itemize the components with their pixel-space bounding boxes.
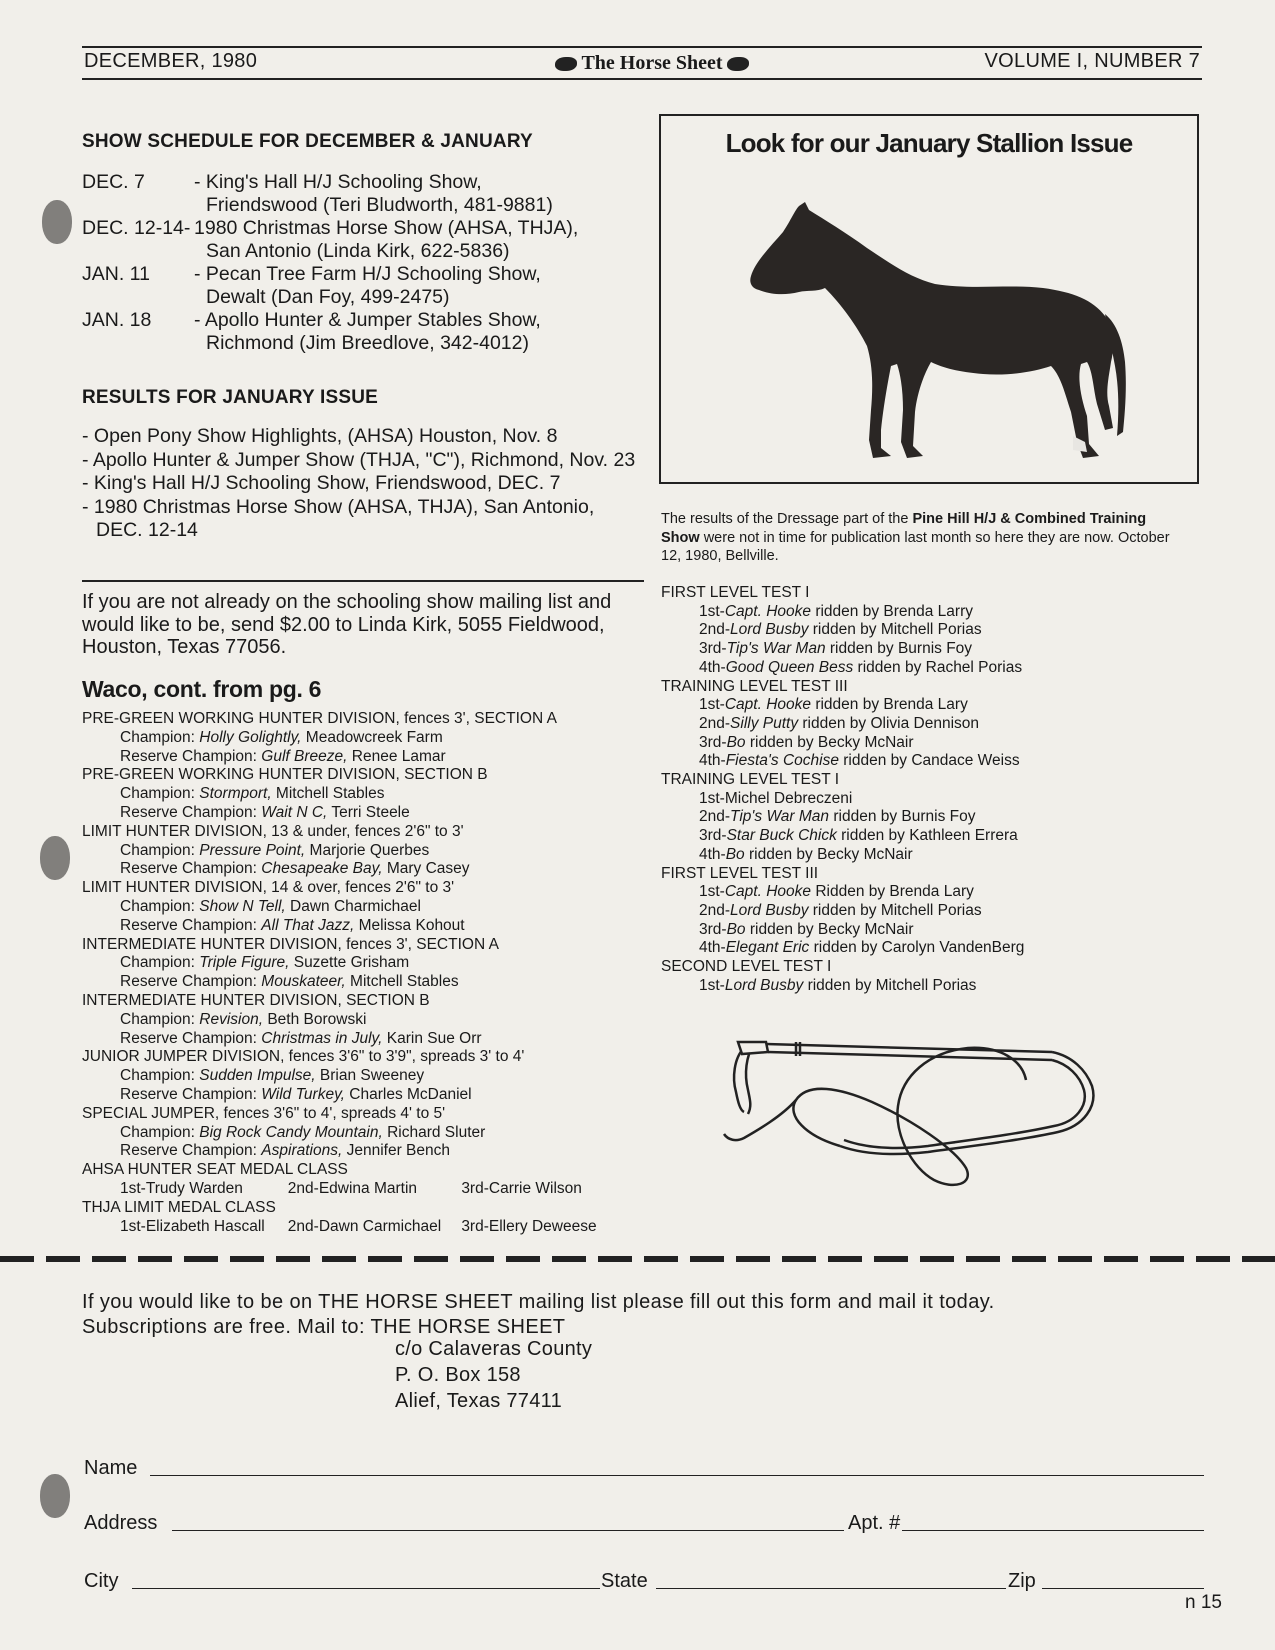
schedule-event bbox=[194, 309, 642, 355]
schedule-list bbox=[82, 171, 642, 355]
horse-name: Show N Tell, bbox=[199, 897, 286, 915]
test-placing bbox=[661, 921, 1201, 940]
rider-name: Richard Sluter bbox=[382, 1123, 486, 1141]
address-field[interactable] bbox=[172, 1530, 844, 1531]
placing: 2nd- bbox=[699, 714, 731, 732]
test-name: TRAINING LEVEL TEST III bbox=[661, 677, 848, 695]
test-name: FIRST LEVEL TEST III bbox=[661, 864, 819, 882]
test-placing bbox=[661, 621, 1201, 640]
division-name: LIMIT HUNTER DIVISION, 13 & under, fences 2'6" to 3' bbox=[82, 822, 464, 840]
rider-name: ridden by Brenda Lary bbox=[811, 696, 968, 714]
rider-name: ridden by Rachel Porias bbox=[853, 658, 1023, 676]
rider-name: Charles McDaniel bbox=[344, 1085, 472, 1103]
horse-name: Big Rock Candy Mountain, bbox=[199, 1123, 383, 1141]
rider-name: Melissa Kohout bbox=[354, 916, 465, 934]
medal-placing: 1st-Elizabeth Hascall bbox=[120, 1217, 265, 1235]
horse-emblem-icon bbox=[555, 57, 577, 71]
schedule-heading: SHOW SCHEDULE FOR DECEMBER & JANUARY bbox=[82, 131, 533, 152]
division-name: JUNIOR JUMPER DIVISION, fences 3'6" to 3'9", spreads 3' to 4' bbox=[82, 1048, 525, 1066]
award-label: Reserve Champion: bbox=[120, 747, 262, 765]
page-number: n 15 bbox=[1185, 1592, 1222, 1613]
medal-placings bbox=[82, 1180, 652, 1199]
award-line bbox=[82, 748, 652, 767]
rider-name: ridden by Becky McNair bbox=[744, 845, 913, 863]
horse-name: Mouskateer, bbox=[261, 973, 346, 991]
rider-name: ridden by Candace Weiss bbox=[838, 752, 1020, 770]
schedule-line: - Apollo Hunter & Jumper Stables Show, bbox=[194, 309, 541, 331]
schedule-item bbox=[82, 263, 642, 309]
test-placing bbox=[661, 603, 1201, 622]
award-line bbox=[82, 1142, 652, 1161]
results-list bbox=[82, 425, 642, 543]
test-placing bbox=[661, 640, 1201, 659]
medal-class-name: AHSA HUNTER SEAT MEDAL CLASS bbox=[82, 1161, 348, 1179]
punch-hole bbox=[40, 836, 70, 880]
award-line bbox=[82, 1124, 652, 1143]
division-name: LIMIT HUNTER DIVISION, 14 & over, fences 2'6" to 3' bbox=[82, 879, 455, 897]
rider-name: Mitchell Stables bbox=[345, 973, 459, 991]
horse-name: Aspirations, bbox=[261, 1142, 343, 1160]
placing: 1st-Michel Debreczeni bbox=[699, 789, 853, 807]
city-field[interactable] bbox=[132, 1588, 600, 1589]
rider-name: ridden by Brenda Larry bbox=[811, 602, 973, 620]
horse-name: Bo bbox=[725, 845, 745, 863]
award-line bbox=[82, 1067, 652, 1086]
medal-placing: 1st-Trudy Warden bbox=[120, 1179, 243, 1197]
rider-name: ridden by Mitchell Porias bbox=[808, 621, 982, 639]
intro-text: The results of the Dressage part of the bbox=[661, 511, 913, 527]
mailing-note: If you are not already on the schooling show mailing list and would like to be, send $2.00 to Linda Kirk, 5055 Fieldwood, Houston, Texas 77056. bbox=[82, 591, 612, 658]
test-placing bbox=[661, 696, 1201, 715]
rider-name: Ridden by Brenda Lary bbox=[811, 883, 974, 901]
division-name: INTERMEDIATE HUNTER DIVISION, fences 3', SECTION A bbox=[82, 935, 499, 953]
test-placing bbox=[661, 827, 1201, 846]
placing: 3rd- bbox=[699, 827, 727, 845]
mailing-address bbox=[395, 1336, 592, 1414]
schedule-line: 1980 Christmas Horse Show (AHSA, THJA), bbox=[194, 217, 579, 239]
award-line bbox=[82, 1011, 652, 1030]
dressage-results bbox=[661, 584, 1201, 995]
rider-name: Beth Borowski bbox=[263, 1010, 367, 1028]
test-placing bbox=[661, 659, 1201, 678]
state-field[interactable] bbox=[656, 1588, 1006, 1589]
horse-name: Sudden Impulse, bbox=[199, 1067, 316, 1085]
medal-placing: 2nd-Edwina Martin bbox=[287, 1179, 418, 1197]
result-item: - 1980 Christmas Horse Show (AHSA, THJA), San Antonio, DEC. 12-14 bbox=[82, 495, 595, 541]
horse-name: Capt. Hooke bbox=[724, 602, 812, 620]
schedule-event bbox=[194, 263, 642, 309]
placing: 4th- bbox=[699, 752, 726, 770]
horse-name: Gulf Breeze, bbox=[261, 747, 348, 765]
form-intro bbox=[82, 1290, 1212, 1340]
rider-name: ridden by Olivia Dennison bbox=[798, 714, 980, 732]
stallion-issue-ad bbox=[659, 114, 1199, 484]
award-label: Champion: bbox=[120, 897, 200, 915]
award-label: Champion: bbox=[120, 841, 200, 859]
schedule-line: - King's Hall H/J Schooling Show, bbox=[194, 171, 482, 193]
award-label: Reserve Champion: bbox=[120, 803, 262, 821]
placing: 3rd- bbox=[699, 733, 727, 751]
horse-name: Fiesta's Cochise bbox=[725, 752, 839, 770]
award-line bbox=[82, 860, 652, 879]
horse-name: Elegant Eric bbox=[725, 939, 810, 957]
test-name: FIRST LEVEL TEST I bbox=[661, 584, 810, 601]
rider-name: Mary Casey bbox=[382, 860, 470, 878]
form-intro-line: If you would like to be on THE HORSE SHEET mailing list please fill out this form and mail it today. bbox=[82, 1291, 995, 1313]
division-name: PRE-GREEN WORKING HUNTER DIVISION, fences 3', SECTION A bbox=[82, 710, 557, 727]
horse-name: Lord Busby bbox=[730, 621, 809, 639]
award-label: Reserve Champion: bbox=[120, 1085, 262, 1103]
test-placing bbox=[661, 977, 1201, 996]
section-divider bbox=[82, 580, 644, 582]
volume-number: VOLUME I, NUMBER 7 bbox=[984, 50, 1200, 72]
schedule-line: Dewalt (Dan Foy, 499-2475) bbox=[206, 286, 450, 308]
test-placing bbox=[661, 883, 1201, 902]
horse-name: Wait N C, bbox=[261, 803, 328, 821]
medal-placing: 3rd-Ellery Deweese bbox=[461, 1217, 597, 1235]
placing: 2nd- bbox=[699, 901, 731, 919]
rider-name: Brian Sweeney bbox=[315, 1067, 425, 1085]
award-line bbox=[82, 785, 652, 804]
horse-name: Lord Busby bbox=[724, 976, 804, 994]
award-label: Reserve Champion: bbox=[120, 916, 262, 934]
horse-name: Lord Busby bbox=[730, 901, 809, 919]
horse-name: Good Queen Bess bbox=[725, 658, 854, 676]
apt-field[interactable] bbox=[902, 1530, 1204, 1531]
horse-name: Capt. Hooke bbox=[724, 883, 812, 901]
name-field[interactable] bbox=[150, 1475, 1204, 1476]
horse-name: Wild Turkey, bbox=[261, 1085, 345, 1103]
schedule-item bbox=[82, 171, 642, 217]
header-top-rule bbox=[82, 46, 1202, 48]
dressage-intro bbox=[661, 510, 1181, 566]
rider-name: ridden by Mitchell Porias bbox=[803, 976, 977, 994]
schedule-line: Friendswood (Teri Bludworth, 481-9881) bbox=[206, 194, 553, 216]
ad-title: Look for our January Stallion Issue bbox=[725, 128, 1133, 158]
award-line bbox=[82, 804, 652, 823]
placing: 4th- bbox=[699, 845, 726, 863]
medal-placing: 2nd-Dawn Carmichael bbox=[287, 1217, 442, 1235]
award-label: Champion: bbox=[120, 785, 200, 803]
rider-name: ridden by Becky McNair bbox=[745, 920, 914, 938]
horse-name: Stormport, bbox=[199, 785, 272, 803]
rider-name: Renee Lamar bbox=[347, 747, 446, 765]
horse-name: Holly Golightly, bbox=[199, 728, 302, 746]
placing: 1st- bbox=[699, 883, 725, 901]
schedule-line: Richmond (Jim Breedlove, 342-4012) bbox=[206, 332, 529, 354]
result-item: - King's Hall H/J Schooling Show, Friendswood, DEC. 7 bbox=[82, 472, 561, 494]
intro-text-end: were not in time for publication last month so here they are now. October 12, 1980, Bellville. bbox=[661, 529, 1170, 564]
horse-name: Triple Figure, bbox=[199, 954, 290, 972]
horse-name: Silly Putty bbox=[730, 714, 799, 732]
waco-results bbox=[82, 710, 652, 1236]
test-placing bbox=[661, 902, 1201, 921]
award-line bbox=[82, 729, 652, 748]
address-line: P. O. Box 158 bbox=[395, 1364, 521, 1386]
header-bottom-rule bbox=[82, 78, 1202, 80]
schedule-date: JAN. 18 bbox=[82, 309, 152, 331]
division-name: SPECIAL JUMPER, fences 3'6" to 4', spreads 4' to 5' bbox=[82, 1104, 446, 1122]
address-label: Address bbox=[84, 1512, 158, 1534]
rider-name: Mitchell Stables bbox=[271, 785, 385, 803]
waco-heading: Waco, cont. from pg. 6 bbox=[82, 676, 322, 702]
horse-name: Pressure Point, bbox=[199, 841, 306, 859]
rider-name: ridden by Burnis Foy bbox=[825, 640, 973, 658]
form-intro-line: Subscriptions are free. Mail to: THE HORSE SHEET bbox=[82, 1316, 566, 1338]
award-label: Reserve Champion: bbox=[120, 860, 262, 878]
name-label: Name bbox=[84, 1457, 138, 1479]
city-label: City bbox=[84, 1570, 119, 1592]
award-line bbox=[82, 973, 652, 992]
state-label: State bbox=[601, 1570, 648, 1592]
schedule-event bbox=[194, 171, 642, 217]
schedule-item bbox=[82, 309, 642, 355]
horse-photo bbox=[721, 166, 1141, 466]
address-line: c/o Calaveras County bbox=[395, 1338, 593, 1360]
award-line bbox=[82, 917, 652, 936]
issue-date: DECEMBER, 1980 bbox=[84, 50, 258, 72]
award-line bbox=[82, 1030, 652, 1049]
placing: 3rd- bbox=[699, 920, 727, 938]
award-line bbox=[82, 954, 652, 973]
horse-name: All That Jazz, bbox=[261, 916, 355, 934]
horse-name: Revision, bbox=[199, 1010, 264, 1028]
horse-name: Tip's War Man bbox=[726, 640, 826, 658]
award-line bbox=[82, 1086, 652, 1105]
horse-name: Christmas in July, bbox=[261, 1029, 383, 1047]
test-placing bbox=[661, 715, 1201, 734]
test-name: SECOND LEVEL TEST I bbox=[661, 958, 832, 976]
schedule-item bbox=[82, 217, 642, 263]
result-item: - Open Pony Show Highlights, (AHSA) Houston, Nov. 8 bbox=[82, 425, 558, 447]
rider-name: Karin Sue Orr bbox=[382, 1029, 482, 1047]
rider-name: Meadowcreek Farm bbox=[301, 728, 443, 746]
schedule-date: JAN. 11 bbox=[82, 263, 150, 285]
division-name: INTERMEDIATE HUNTER DIVISION, SECTION B bbox=[82, 991, 430, 1009]
punch-hole bbox=[42, 200, 72, 244]
division-name: PRE-GREEN WORKING HUNTER DIVISION, SECTION B bbox=[82, 766, 488, 784]
rider-name: Suzette Grisham bbox=[289, 954, 410, 972]
award-label: Reserve Champion: bbox=[120, 1029, 262, 1047]
horse-name: Star Buck Chick bbox=[726, 827, 837, 845]
award-label: Champion: bbox=[120, 1123, 200, 1141]
award-label: Champion: bbox=[120, 954, 200, 972]
intro-show-name: Pine Hill H/J & Combined Training Show bbox=[661, 511, 1147, 546]
schedule-line: - Pecan Tree Farm H/J Schooling Show, bbox=[194, 263, 541, 285]
placing: 3rd- bbox=[699, 640, 727, 658]
zip-field[interactable] bbox=[1042, 1588, 1204, 1589]
rider-name: ridden by Becky McNair bbox=[745, 733, 914, 751]
horse-name: Chesapeake Bay, bbox=[261, 860, 383, 878]
placing: 1st- bbox=[699, 602, 725, 620]
award-label: Champion: bbox=[120, 728, 200, 746]
test-placing bbox=[661, 734, 1201, 753]
horse-name: Tip's War Man bbox=[730, 808, 830, 826]
rider-name: ridden by Burnis Foy bbox=[829, 808, 976, 826]
rider-name: ridden by Kathleen Errera bbox=[836, 827, 1018, 845]
apt-label: Apt. # bbox=[848, 1512, 901, 1534]
placing: 4th- bbox=[699, 658, 726, 676]
medal-placings bbox=[82, 1218, 652, 1237]
placing: 2nd- bbox=[699, 621, 731, 639]
schedule-date: DEC. 7 bbox=[82, 171, 145, 193]
rider-name: Terri Steele bbox=[327, 803, 410, 821]
award-label: Champion: bbox=[120, 1010, 200, 1028]
placing: 2nd- bbox=[699, 808, 731, 826]
result-item: - Apollo Hunter & Jumper Show (THJA, "C"), Richmond, Nov. 23 bbox=[82, 448, 636, 471]
punch-hole bbox=[40, 1474, 70, 1518]
award-label: Reserve Champion: bbox=[120, 1142, 262, 1160]
test-placing bbox=[661, 752, 1201, 771]
schedule-event bbox=[194, 217, 642, 263]
medal-placing: 3rd-Carrie Wilson bbox=[461, 1179, 582, 1197]
award-line bbox=[82, 898, 652, 917]
masthead-title: The Horse Sheet bbox=[581, 52, 723, 74]
test-placing bbox=[661, 939, 1201, 958]
placing: 1st- bbox=[699, 976, 725, 994]
rider-name: Dawn Charmichael bbox=[285, 897, 421, 915]
horse-emblem-icon bbox=[727, 57, 749, 71]
results-heading: RESULTS FOR JANUARY ISSUE bbox=[82, 387, 379, 408]
address-line: Alief, Texas 77411 bbox=[395, 1390, 562, 1412]
masthead bbox=[522, 52, 782, 75]
test-placing bbox=[661, 790, 1201, 809]
schedule-date: DEC. 12-14- bbox=[82, 217, 191, 239]
rider-name: Marjorie Querbes bbox=[305, 841, 430, 859]
riding-whip-illustration bbox=[722, 1030, 1102, 1190]
medal-class-name: THJA LIMIT MEDAL CLASS bbox=[82, 1198, 276, 1216]
rider-name: ridden by Carolyn VandenBerg bbox=[809, 939, 1025, 957]
horse-name: Capt. Hooke bbox=[724, 696, 812, 714]
test-placing bbox=[661, 808, 1201, 827]
placing: 1st- bbox=[699, 696, 725, 714]
zip-label: Zip bbox=[1008, 1570, 1036, 1592]
horse-name: Bo bbox=[726, 920, 746, 938]
award-line bbox=[82, 842, 652, 861]
award-label: Reserve Champion: bbox=[120, 973, 262, 991]
cut-line bbox=[0, 1256, 1275, 1262]
test-placing bbox=[661, 846, 1201, 865]
test-name: TRAINING LEVEL TEST I bbox=[661, 771, 840, 789]
award-label: Champion: bbox=[120, 1067, 200, 1085]
schedule-line: San Antonio (Linda Kirk, 622-5836) bbox=[206, 240, 510, 262]
placing: 4th- bbox=[699, 939, 726, 957]
rider-name: Jennifer Bench bbox=[342, 1142, 450, 1160]
horse-name: Bo bbox=[726, 733, 746, 751]
rider-name: ridden by Mitchell Porias bbox=[808, 901, 982, 919]
